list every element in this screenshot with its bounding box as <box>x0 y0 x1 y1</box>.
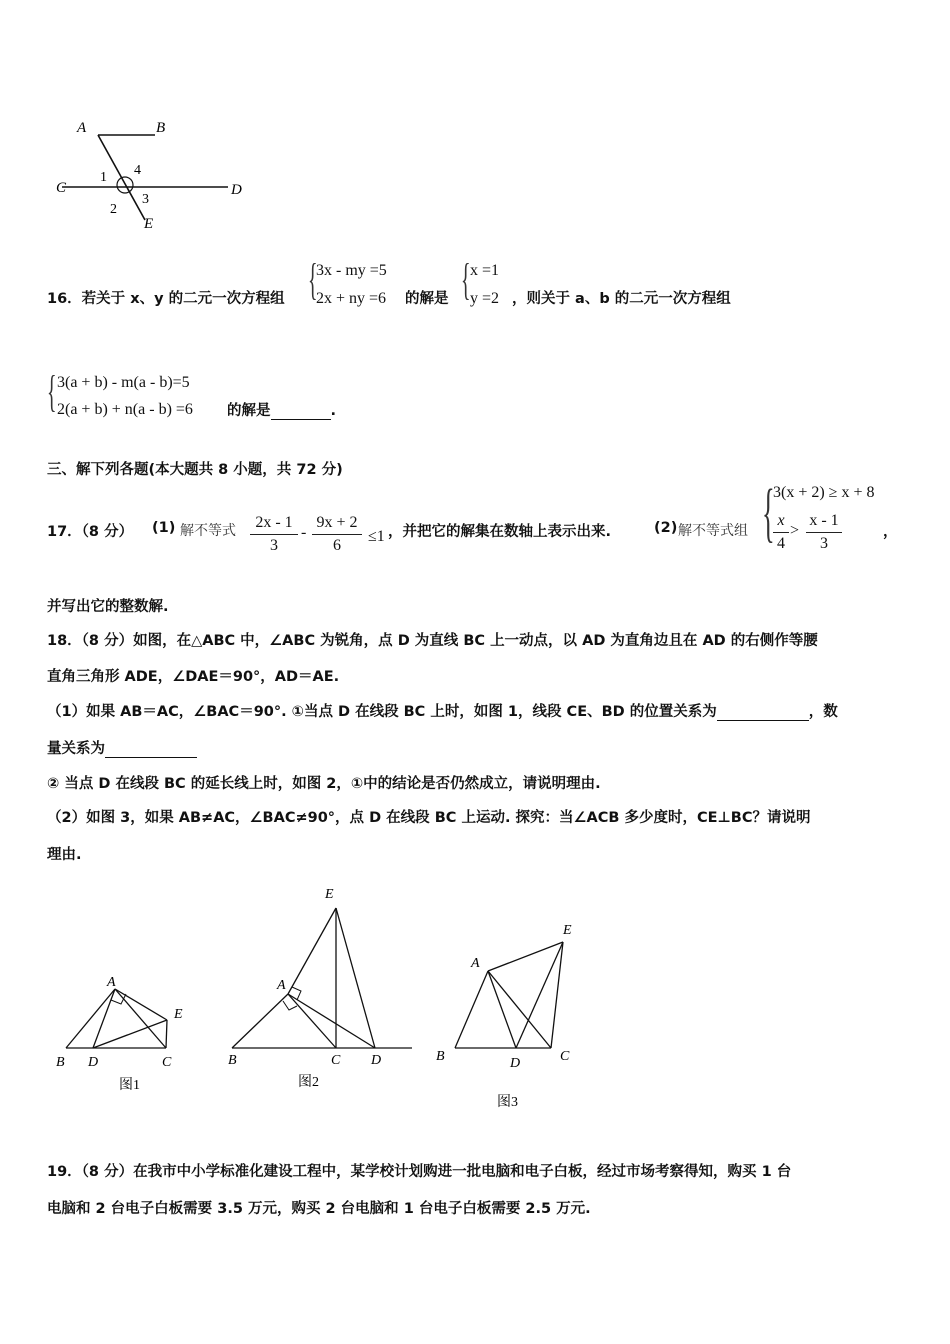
q16-prefix: 16．若关于 x、y 的二元一次方程组 <box>47 291 285 307</box>
q17-p1-tail: ，并把它的解集在数轴上表示出来. <box>388 524 612 540</box>
q17-brace: { <box>762 476 775 549</box>
q17-line2: 并写出它的整数解. <box>47 599 169 615</box>
q17-minus: - <box>301 524 307 541</box>
fig1-label-d: D <box>88 1055 99 1070</box>
fig2-label-b: B <box>228 1053 237 1068</box>
q17-gt: > <box>790 522 800 539</box>
fig3-label-a: A <box>471 956 480 971</box>
q16-sys2-eq1: 3(a + b) - m(a - b)=5 <box>57 374 190 391</box>
q18-line6: （2）如图 3，如果 AB≠AC，∠BAC≠90°，点 D 在线段 BC 上运动. 探究：当∠ACB 多少度时，CE⊥BC？请说明 <box>47 810 811 826</box>
q17-frac1 <box>250 514 298 555</box>
q17-leq: ≤1 <box>368 528 385 545</box>
q17-frac2 <box>312 514 362 555</box>
q18-blank-quantity[interactable] <box>105 741 197 758</box>
label-a: A <box>77 120 87 136</box>
fig1-label-b: B <box>56 1055 65 1070</box>
figure-3 <box>436 923 572 1110</box>
q16-sol-eq2: y =2 <box>470 290 500 307</box>
fig3-caption: 图3 <box>497 1095 518 1110</box>
fig3-label-b: B <box>436 1049 445 1064</box>
q16-brace-2: { <box>461 255 471 304</box>
q18-figures <box>0 870 950 1120</box>
q16-mid: 的解是 <box>405 291 449 307</box>
fig1-label-a: A <box>107 975 116 990</box>
q17-frac1-den: 3 <box>270 537 278 554</box>
q17-frac2-den: 6 <box>333 537 341 554</box>
q17-frac1-num: 2x - 1 <box>255 514 293 531</box>
section3-title: 三、解下列各题(本大题共 8 小题，共 72 分) <box>47 462 343 478</box>
q19-line2: 电脑和 2 台电子白板需要 3.5 万元，购买 2 台电脑和 1 台电子白板需要 2.5 万元. <box>47 1201 591 1217</box>
q17-p1-text: 解不等式 <box>180 523 236 539</box>
fig2-label-d: D <box>371 1053 382 1068</box>
label-b: B <box>156 120 166 136</box>
fig1-caption: 图1 <box>119 1078 140 1093</box>
q16-suffix: ，则关于 a、b 的二元一次方程组 <box>512 291 731 307</box>
fig2-label-e: E <box>325 887 334 902</box>
q16-brace-1: { <box>308 255 318 304</box>
fig3-label-c: C <box>560 1049 570 1064</box>
q17-frac3 <box>773 512 789 553</box>
q16-sys1-eq1: 3x - my =5 <box>316 262 387 279</box>
fig1-label-c: C <box>162 1055 172 1070</box>
label-d: D <box>231 182 242 198</box>
label-angle-1: 1 <box>100 170 107 185</box>
fig3-label-e: E <box>563 923 572 938</box>
q17-p1-label: (1) <box>152 520 176 536</box>
figure-1 <box>56 975 183 1093</box>
fig2-label-a: A <box>277 978 286 993</box>
q17-ineq1: 3(x + 2) ≥ x + 8 <box>773 484 875 501</box>
q18-line1: 18．（8 分）如图，在△ABC 中，∠ABC 为锐角，点 D 为直线 BC 上一动点，以 AD 为直角边且在 AD 的右侧作等腰 <box>47 633 818 649</box>
figure-2 <box>228 887 412 1090</box>
q18-line2: 直角三角形 ADE，∠DAE＝90°，AD＝AE. <box>47 669 340 685</box>
label-angle-2: 2 <box>110 202 117 217</box>
q17-comma: ， <box>883 524 898 540</box>
q18-line3: （1）如果 AB＝AC，∠BAC＝90°. ①当点 D 在线段 BC 上时，如图 1，线段 CE、BD 的位置关系为 ，数 <box>47 704 838 720</box>
q17-num: 17．（8 分） <box>47 524 134 540</box>
q16-brace-3: { <box>47 367 57 416</box>
fig1-label-e: E <box>174 1007 183 1022</box>
q17-frac2-num: 9x + 2 <box>316 514 358 531</box>
q18-line7: 理由. <box>47 847 82 863</box>
figure-angles <box>50 110 260 240</box>
fig3-label-d: D <box>510 1056 521 1071</box>
q17-frac4-num: x - 1 <box>809 512 839 529</box>
label-e: E <box>144 216 154 232</box>
label-angle-4: 4 <box>134 163 141 178</box>
label-angle-3: 3 <box>142 192 149 207</box>
q16-tail: 的解是 . <box>227 403 337 419</box>
q19-line1: 19．（8 分）在我市中小学标准化建设工程中，某学校计划购进一批电脑和电子白板，经过市场考察得知，购买 1 台 <box>47 1164 792 1180</box>
q18-blank-position[interactable] <box>717 704 809 721</box>
q16-sol-eq1: x =1 <box>470 262 500 279</box>
q17-p2-label: (2) <box>654 520 678 536</box>
q17-frac4 <box>806 512 842 553</box>
fig2-label-c: C <box>331 1053 341 1068</box>
q17-p2-text: 解不等式组 <box>678 523 748 539</box>
label-c: C <box>56 180 67 196</box>
fig2-caption: 图2 <box>298 1075 319 1090</box>
q16-sys2-eq2: 2(a + b) + n(a - b) =6 <box>57 401 193 418</box>
q16-answer-blank[interactable] <box>271 403 331 420</box>
q16-sys1-eq2: 2x + ny =6 <box>316 290 387 307</box>
q17-frac3-den: 4 <box>777 535 785 552</box>
q17-frac3-num: x <box>777 512 785 529</box>
q18-line4: 量关系为 <box>47 737 197 758</box>
q18-line5: ② 当点 D 在线段 BC 的延长线上时，如图 2，①中的结论是否仍然成立，请说明理由. <box>47 776 601 792</box>
q17-frac4-den: 3 <box>820 535 828 552</box>
